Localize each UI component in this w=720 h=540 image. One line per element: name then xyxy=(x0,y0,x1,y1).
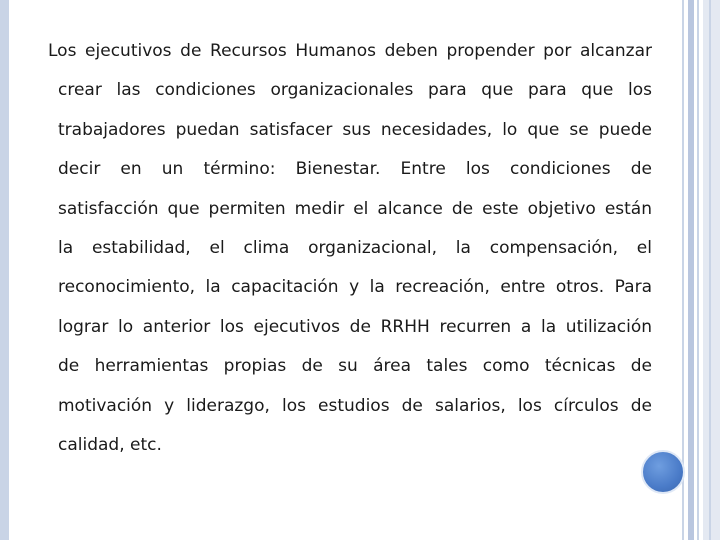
paragraph-line: reconocimiento, la capacitación y la recreación, entre otros. Para xyxy=(58,277,652,298)
paragraph-line: de herramientas propias de su área tales como técnicas de xyxy=(58,356,652,377)
paragraph-line: trabajadores puedan satisfacer sus necesidades, lo que se puede xyxy=(58,119,652,140)
paragraph-line: motivación y liderazgo, los estudios de salarios, los círculos de xyxy=(58,395,652,416)
paragraph-line: satisfacción que permiten medir el alcance de este objetivo están xyxy=(58,198,652,219)
paragraph-line: decir en un término: Bienestar. Entre los condiciones de xyxy=(58,159,652,180)
paragraph-line: calidad, etc. xyxy=(58,434,162,455)
right-frame-line-3 xyxy=(697,0,699,540)
right-frame-line-2 xyxy=(688,0,694,540)
paragraph-line: Los ejecutivos de Recursos Humanos deben propender por alcanzar xyxy=(48,41,652,61)
right-frame-line-1 xyxy=(682,0,684,540)
decorative-circle xyxy=(641,450,685,494)
left-decorative-bar xyxy=(0,0,9,540)
paragraph-line: la estabilidad, el clima organizacional, la compensación, el xyxy=(58,237,652,258)
paragraph-line: crear las condiciones organizacionales para que para que los xyxy=(58,80,652,101)
paragraph-line: lograr lo anterior los ejecutivos de RRHH recurren a la utilización xyxy=(58,316,652,337)
right-frame-band xyxy=(703,0,720,540)
paragraph xyxy=(48,32,652,465)
